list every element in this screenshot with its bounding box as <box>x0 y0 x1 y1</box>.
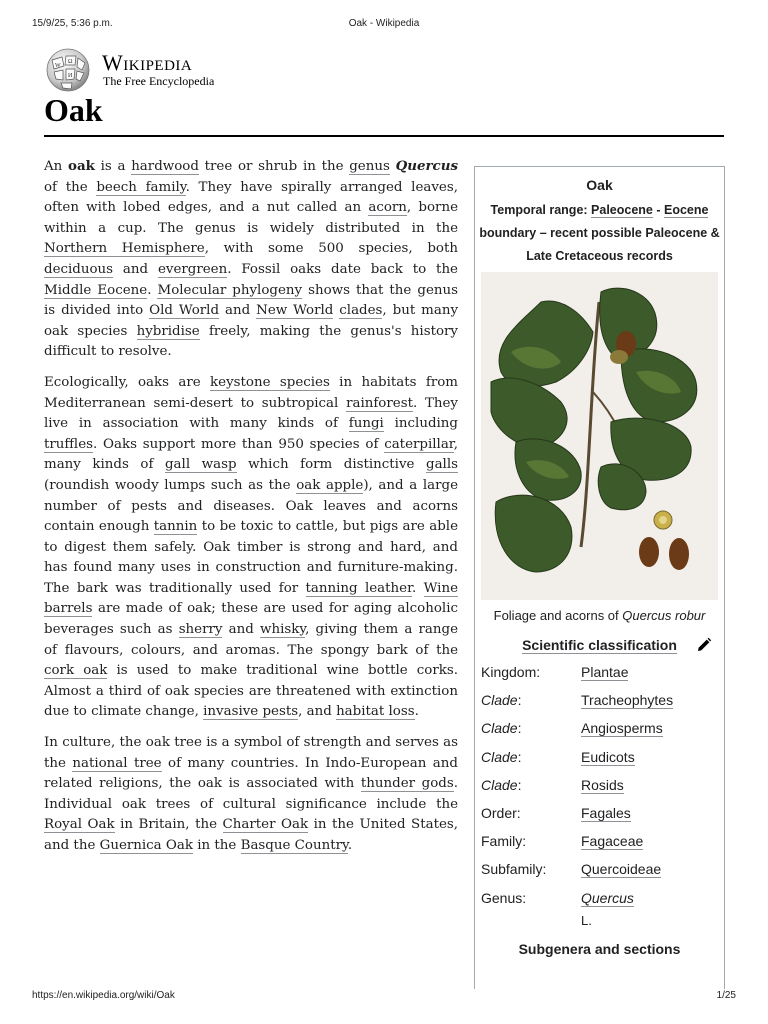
paragraph-culture <box>44 733 458 857</box>
temporal-range-separator: - <box>652 203 664 217</box>
rank-suffix: : <box>517 776 522 793</box>
title-divider <box>44 135 724 137</box>
rank-label: Subfamily: <box>481 861 547 878</box>
link-evergreen[interactable]: evergreen <box>157 261 228 277</box>
caption-species: Quercus robur <box>622 608 706 623</box>
classification-row <box>481 661 718 689</box>
classification-row <box>481 717 718 745</box>
taxon-link[interactable]: Rosids <box>581 776 624 793</box>
text: , and <box>298 704 337 720</box>
print-url: https://en.wikipedia.org/wiki/Oak <box>32 990 175 1001</box>
text: . <box>412 580 424 596</box>
print-footer <box>32 990 736 1004</box>
text: and <box>219 303 257 319</box>
text: An <box>44 159 69 174</box>
taxon-link[interactable]: Plantae <box>581 664 629 680</box>
link-royal-oak[interactable]: Royal Oak <box>44 817 115 833</box>
text: is a <box>94 159 132 174</box>
rank-label: Genus: <box>481 889 527 906</box>
link-rainforest[interactable]: rainforest <box>346 395 413 411</box>
print-header <box>32 18 736 32</box>
clade-link[interactable]: Clade <box>481 692 518 709</box>
link-caterpillar[interactable]: caterpillar <box>384 436 454 452</box>
svg-text:Ω: Ω <box>68 59 73 65</box>
link-sherry[interactable]: sherry <box>178 622 223 638</box>
link-cork-oak[interactable]: cork oak <box>44 663 108 679</box>
link-beech-family[interactable]: beech family <box>96 179 186 195</box>
rank-label: Kingdom: <box>481 664 541 680</box>
text: , many kinds of <box>44 436 458 473</box>
classification-row <box>481 887 718 915</box>
taxon-link[interactable]: Eudicots <box>581 748 635 765</box>
taxon-link[interactable]: Fagales <box>581 804 631 821</box>
link-whisky[interactable]: whisky <box>259 622 306 638</box>
taxon-link[interactable]: Angiosperms <box>581 720 663 737</box>
text: and <box>222 622 260 638</box>
text: , with some 500 species, both <box>204 241 458 257</box>
rank-label: Order: <box>481 804 521 821</box>
oak-foliage-image[interactable] <box>481 272 718 600</box>
link-genus[interactable]: genus <box>349 159 390 174</box>
print-page-number: 1/25 <box>716 990 736 1001</box>
text: including <box>383 416 459 432</box>
classification-row <box>481 858 718 886</box>
wikipedia-globe-icon <box>44 48 92 92</box>
text: (roundish woody lumps such as the <box>44 477 297 493</box>
svg-text:W: W <box>55 63 61 69</box>
text: . They live in association with many kinds of <box>44 395 458 432</box>
rank-label <box>481 749 521 765</box>
wikipedia-wordmark: Wikipedia <box>102 50 193 75</box>
rank-label <box>481 720 521 736</box>
taxon-link[interactable]: Fagaceae <box>581 833 644 850</box>
rank-suffix: : <box>517 720 522 737</box>
bold-term-oak: oak <box>68 158 95 174</box>
temporal-range-text: boundary – recent possible Paleocene & Late Cretaceous records <box>479 226 720 263</box>
link-wine-barrels[interactable]: Wine barrels <box>44 580 458 617</box>
text: . They have spirally arranged leaves, often with lobed edges, and a nut called an <box>44 179 458 216</box>
link-paleocene[interactable]: Paleocene <box>591 203 653 217</box>
text: freely, making the genus's history difficult to resolve. <box>44 323 458 360</box>
link-truffles[interactable]: truffles <box>44 436 93 452</box>
text: , but many oak species <box>44 303 459 339</box>
link-hardwood[interactable]: hardwood <box>131 159 199 174</box>
rank-label <box>481 692 521 708</box>
genus-authority: L. <box>581 913 592 928</box>
link-habitat-loss[interactable]: habitat loss <box>336 704 415 720</box>
temporal-range-label: Temporal range: <box>490 203 592 217</box>
link-guernica-oak[interactable]: Guernica Oak <box>99 838 193 853</box>
text: of the <box>44 179 97 195</box>
link-tanning-leather[interactable]: tanning leather <box>305 580 413 596</box>
classification-row <box>481 830 718 858</box>
rank-suffix: : <box>517 748 522 765</box>
text: of many countries. In Indo-European and related religions, the oak is associated with <box>44 755 458 792</box>
svg-text:И: И <box>68 73 73 79</box>
text: . <box>347 838 353 853</box>
text: to be toxic to cattle, but pigs are able to digest them safely. Oak timber is strong and hard, and has found many uses in construction and furniture-making. The bark was traditionally used for <box>44 519 459 596</box>
text: in the United States, and the <box>44 817 459 853</box>
link-fungi[interactable]: fungi <box>348 416 384 432</box>
link-thunder-gods[interactable]: thunder gods <box>360 776 454 792</box>
paragraph-intro <box>44 156 458 363</box>
text: in habitats from Mediterranean semi-desert to subtropical <box>44 374 459 411</box>
link-hybridise[interactable]: hybridise <box>136 323 200 339</box>
text: In culture, the oak tree is a symbol of strength and serves as the <box>44 735 458 771</box>
classification-row <box>481 689 718 717</box>
rank-suffix: : <box>517 692 522 709</box>
text: are made of oak; these are used for aging alcoholic beverages such as <box>44 601 458 638</box>
image-caption <box>475 608 724 623</box>
text: and <box>113 261 158 277</box>
text: . Fossil oaks date back to the <box>227 261 458 277</box>
pencil-icon[interactable] <box>696 637 712 653</box>
taxon-link[interactable]: Tracheophytes <box>581 692 674 709</box>
text: in Britain, the <box>114 817 223 833</box>
clade-link[interactable]: Clade <box>481 748 518 765</box>
link-acorn[interactable]: acorn <box>368 200 407 216</box>
text: . <box>414 704 419 720</box>
link-gall-wasp[interactable]: gall wasp <box>164 457 237 473</box>
text: tree or shrub in the <box>198 159 350 174</box>
print-page-title: Oak - Wikipedia <box>348 18 420 29</box>
wikipedia-logo[interactable] <box>44 46 264 94</box>
link-northern-hemisphere[interactable]: Northern Hemisphere <box>44 241 205 257</box>
scientific-classification-link[interactable]: Scientific classification <box>522 637 677 653</box>
link-oak-apple[interactable]: oak apple <box>296 477 364 493</box>
text: , borne within a cup. The genus is widely distributed in the <box>44 200 459 236</box>
clade-link[interactable]: Clade <box>481 720 518 737</box>
link-middle-eocene[interactable]: Middle Eocene <box>44 282 148 298</box>
text: . <box>147 282 158 298</box>
temporal-range <box>479 199 720 268</box>
link-new-world[interactable]: New World <box>256 303 334 319</box>
classification-table <box>481 661 718 915</box>
taxon-link[interactable]: Quercoideae <box>581 861 662 878</box>
link-deciduous[interactable]: deciduous <box>44 261 114 277</box>
link-tannin[interactable]: tannin <box>153 519 198 535</box>
print-datetime: 15/9/25, 5:36 p.m. <box>32 18 113 29</box>
text: . Individual oak trees of cultural significance include the <box>44 776 458 812</box>
link-charter-oak[interactable]: Charter Oak <box>222 817 309 833</box>
link-basque-country[interactable]: Basque Country <box>240 838 348 853</box>
caption-text: Foliage and acorns of <box>493 608 623 623</box>
classification-row <box>481 802 718 830</box>
text: shows that the genus is divided into <box>44 282 458 319</box>
article-content <box>44 156 458 867</box>
paragraph-ecology <box>44 373 458 723</box>
rank-label <box>481 777 521 793</box>
link-molecular-phylogeny[interactable]: Molecular phylogeny <box>157 282 303 298</box>
section-subgenera: Subgenera and sections <box>518 941 681 957</box>
taxobox-title: Oak <box>586 177 613 193</box>
text: which form distinctive <box>236 457 426 473</box>
taxon-link[interactable]: Quercus <box>581 889 634 906</box>
text: Ecologically, oaks are <box>44 374 211 390</box>
link-national-tree[interactable]: national tree <box>72 755 162 771</box>
link-old-world[interactable]: Old World <box>149 303 220 319</box>
section-scientific-classification <box>475 637 724 653</box>
text: . Oaks support more than 950 species of <box>93 436 385 452</box>
classification-row <box>481 746 718 774</box>
clade-link[interactable]: Clade <box>481 776 518 793</box>
text: in the <box>193 838 241 853</box>
link-quercus[interactable]: Quercus <box>395 158 458 174</box>
text: , giving them a range of flavours, colours, and aromas. The spongy bark of the <box>44 622 459 658</box>
link-clades[interactable]: clades <box>339 303 383 319</box>
wikipedia-tagline: The Free Encyclopedia <box>103 74 215 88</box>
link-galls[interactable]: galls <box>426 457 458 473</box>
link-invasive-pests[interactable]: invasive pests <box>203 704 299 720</box>
oak-leaves-illustration <box>481 272 718 600</box>
text: ), and a large number of pests and diseases. Oak leaves and acorns contain enough <box>44 477 459 535</box>
classification-row <box>481 774 718 802</box>
link-keystone-species[interactable]: keystone species <box>210 374 330 390</box>
taxobox <box>474 166 725 989</box>
text: is used to make traditional wine bottle corks. Almost a third of oak species are threatened with extinction due to climate change, <box>44 663 458 720</box>
page-title: Oak <box>44 92 103 128</box>
rank-label: Family: <box>481 833 527 850</box>
link-eocene[interactable]: Eocene <box>663 203 709 217</box>
